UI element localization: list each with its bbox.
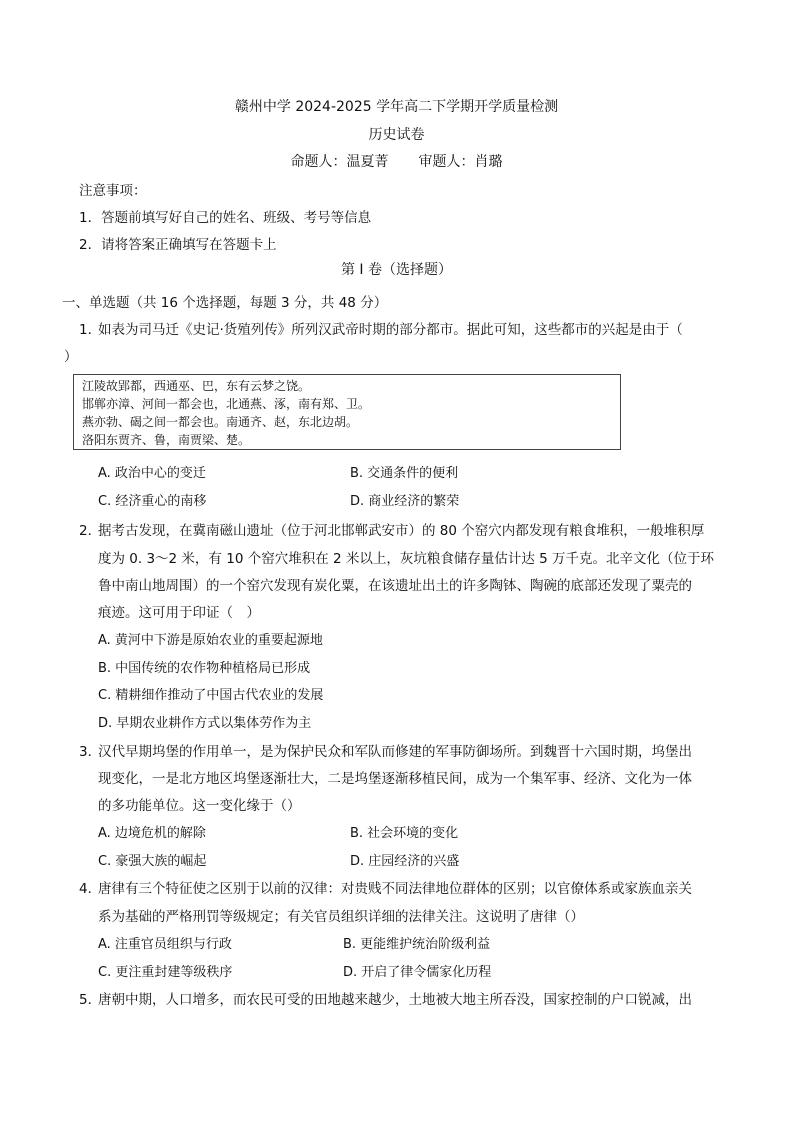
exam-title: 赣州中学 2024-2025 学年高二下学期开学质量检测 <box>234 99 559 115</box>
question-number: 2． <box>79 523 102 539</box>
notes-heading: 注意事项： <box>79 183 147 199</box>
option-c: C. 经济重心的南移 <box>98 494 207 509</box>
question-stem: 据考古发现，在冀南磁山遗址（位于河北邯郸武安市）的 80 个窑穴内都发现有粮食堆积，一般堆积厚 <box>98 523 705 539</box>
question-number: 4． <box>79 881 102 897</box>
quote-line: 燕亦勃、碣之间一都会也。南通齐、赵，东北边胡。 <box>82 415 359 429</box>
question-number: 1． <box>79 322 102 338</box>
question-stem: 痕迹。这可用于印证（ ） <box>98 605 260 621</box>
option-b: B. 更能维护统治阶级利益 <box>343 937 491 952</box>
option-a: A. 边境危机的解除 <box>98 826 206 841</box>
question-stem: 唐朝中期，人口增多，而农民可受的田地越来越少，土地被大地主所吞没，国家控制的户口锐减，出 <box>98 992 692 1008</box>
question-stem-continued: ） <box>64 349 78 365</box>
question-number: 5． <box>79 992 102 1008</box>
note-item: 1．答题前填写好自己的姓名、班级、考号等信息 <box>79 210 372 226</box>
option-b: B. 中国传统的农作物种植格局已形成 <box>98 661 311 676</box>
reviewer-label: 审题人：肖璐 <box>418 154 503 170</box>
option-c: C. 更注重封建等级秩序 <box>98 965 233 980</box>
option-c: C. 豪强大族的崛起 <box>98 854 207 869</box>
question-stem: 汉代早期坞堡的作用单一，是为保护民众和军队而修建的军事防御场所。到魏晋十六国时期，坞堡出 <box>98 744 692 760</box>
option-a: A. 注重官员组织与行政 <box>98 937 232 952</box>
question-stem: 度为 0. 3～2 米，有 10 个窑穴堆积在 2 米以上，灰坑粮食储存量估计达 5 万千克。北辛文化（位于环 <box>98 551 715 567</box>
question-stem: 的多功能单位。这一变化缘于（） <box>98 798 301 814</box>
part-title: 一、单选题（共 16 个选择题，每题 3 分，共 48 分） <box>62 295 388 311</box>
question-number: 3． <box>79 744 102 760</box>
option-a: A. 黄河中下游是原始农业的重要起源地 <box>98 633 323 648</box>
volume-title: 第 I 卷（选择题） <box>340 262 453 278</box>
quote-table <box>73 374 621 450</box>
quote-line: 江陵故郢都，西通巫、巴，东有云梦之饶。 <box>82 379 311 393</box>
quote-line: 洛阳东贾齐、鲁，南贾梁、楚。 <box>82 433 251 447</box>
question-stem: 系为基础的严格刑罚等级规定；有关官员组织详细的法律关注。这说明了唐律（） <box>98 909 584 925</box>
exam-subject: 历史试卷 <box>368 127 425 143</box>
option-d: D. 开启了律令儒家化历程 <box>343 965 492 980</box>
question-stem: 现变化，一是北方地区坞堡逐渐壮大，二是坞堡逐渐移植民间，成为一个集军事、经济、文化为一体 <box>98 771 692 787</box>
quote-line: 邯郸亦漳、河间一都会也，北通燕、涿，南有郑、卫。 <box>82 397 371 411</box>
option-d: D. 庄园经济的兴盛 <box>350 854 460 869</box>
note-item: 2．请将答案正确填写在答题卡上 <box>79 237 277 253</box>
option-c: C. 精耕细作推动了中国古代农业的发展 <box>98 688 324 703</box>
option-b: B. 社会环境的变化 <box>350 826 459 841</box>
question-stem: 鲁中南山地周围）的一个窑穴发现有炭化粟，在该遗址出土的许多陶钵、陶碗的底部还发现了粟壳的 <box>98 578 692 594</box>
option-d: D. 商业经济的繁荣 <box>350 494 460 509</box>
option-d: D. 早期农业耕作方式以集体劳作为主 <box>98 716 312 731</box>
question-stem: 唐律有三个特征使之区别于以前的汉律：对贵贱不同法律地位群体的区别；以官僚体系或家族血亲关 <box>98 881 692 897</box>
exam-authors <box>0 151 793 171</box>
question-stem: 如表为司马迁《史记·货殖列传》所列汉武帝时期的部分都市。据此可知，这些都市的兴起是由于（ <box>98 322 683 338</box>
option-b: B. 交通条件的便利 <box>350 466 459 481</box>
option-a: A. 政治中心的变迁 <box>98 466 206 481</box>
author-label: 命题人：温夏菁 <box>290 154 389 170</box>
